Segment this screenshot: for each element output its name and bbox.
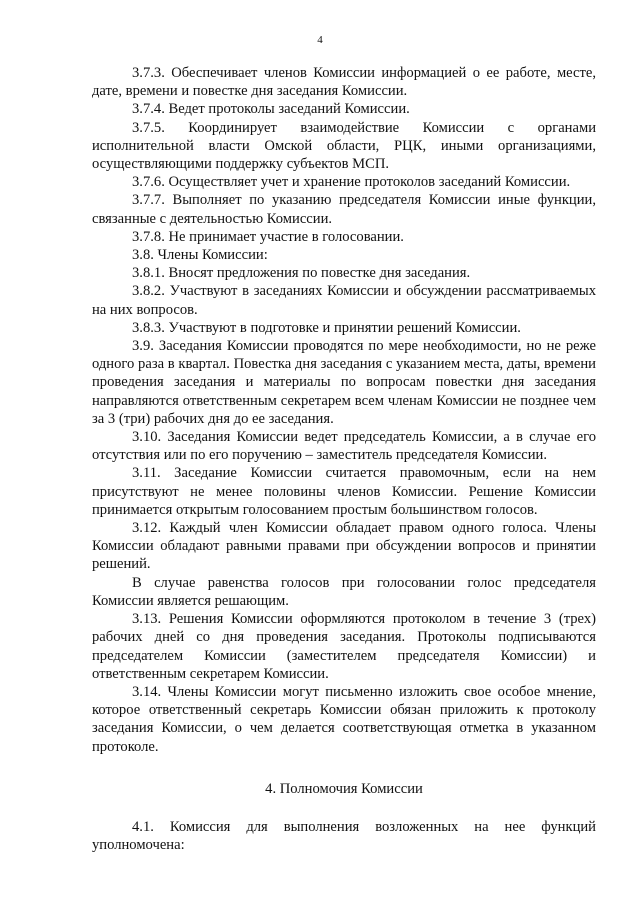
- paragraph-3-10: 3.10. Заседания Комиссии ведет председатель Комиссии, а в случае его отсутствия или по его поручению – заместитель председателя Комиссии.: [92, 429, 596, 464]
- paragraph-3-8-2: 3.8.2. Участвуют в заседаниях Комиссии и обсуждении рассматриваемых на них вопросов.: [92, 283, 596, 318]
- paragraph-3-14: 3.14. Члены Комиссии могут письменно изложить свое особое мнение, которое ответственный секретарь Комиссии обязан приложить к протоколу заседания Комиссии, о чем делается соответствующая отметка в указанном протоколе.: [92, 683, 596, 755]
- section-heading: 4. Полномочия Комиссии: [265, 780, 423, 797]
- paragraph-3-9: 3.9. Заседания Комиссии проводятся по мере необходимости, но не реже одного раза в квартал. Повестка дня заседания с указанием места, даты, времени проведения заседания и материалы по вопросам повестки дня заседания направляются ответственным секретарем всем членам Комиссии не позднее чем за 3 (три) рабочих дня до ее заседания.: [92, 338, 596, 427]
- paragraph-3-7-5: 3.7.5. Координирует взаимодействие Комиссии с органами исполнительной власти Омской области, РЦК, иными организациями, осуществляющими поддержку субъектов МСП.: [92, 119, 596, 173]
- paragraph-3-7-7: 3.7.7. Выполняет по указанию председателя Комиссии иные функции, связанные с деятельностью Комиссии.: [92, 192, 596, 227]
- document-body: [92, 64, 596, 854]
- paragraph-3-13: 3.13. Решения Комиссии оформляются протоколом в течение 3 (трех) рабочих дней со дня проведения заседания. Протоколы подписываются председателем Комиссии (заместителем председателя Комиссии) и ответственным секретарем Комиссии.: [92, 611, 596, 682]
- paragraph-3-11: 3.11. Заседание Комиссии считается правомочным, если на нем присутствуют не менее половины членов Комиссии. Решение Комиссии принимается открытым голосованием простым большинством голосов.: [92, 465, 596, 518]
- page-number: 4: [317, 34, 323, 46]
- paragraph-3-7-8: 3.7.8. Не принимает участие в голосовании.: [132, 228, 404, 245]
- paragraph-3-7-6: 3.7.6. Осуществляет учет и хранение протоколов заседаний Комиссии.: [132, 174, 571, 191]
- paragraph-3-7-3: 3.7.3. Обеспечивает членов Комиссии информацией о ее работе, месте, дате, времени и повестке дня заседания Комиссии.: [92, 65, 596, 100]
- paragraph-3-12: 3.12. Каждый член Комиссии обладает правом одного голоса. Члены Комиссии обладают равными правами при обсуждении вопросов и принятии решений.: [92, 520, 596, 573]
- paragraph-3-7-4: 3.7.4. Ведет протоколы заседаний Комиссии.: [132, 101, 410, 118]
- paragraph-4-1: 4.1. Комиссия для выполнения возложенных на нее функций уполномочена:: [92, 818, 596, 854]
- paragraph-3-8: 3.8. Члены Комиссии:: [132, 247, 268, 264]
- paragraph-tie-vote: В случае равенства голосов при голосовании голос председателя Комиссии является решающим.: [92, 574, 596, 609]
- paragraph-3-8-3: 3.8.3. Участвуют в подготовке и принятии решений Комиссии.: [132, 319, 521, 336]
- paragraph-3-8-1: 3.8.1. Вносят предложения по повестке дня заседания.: [132, 265, 471, 282]
